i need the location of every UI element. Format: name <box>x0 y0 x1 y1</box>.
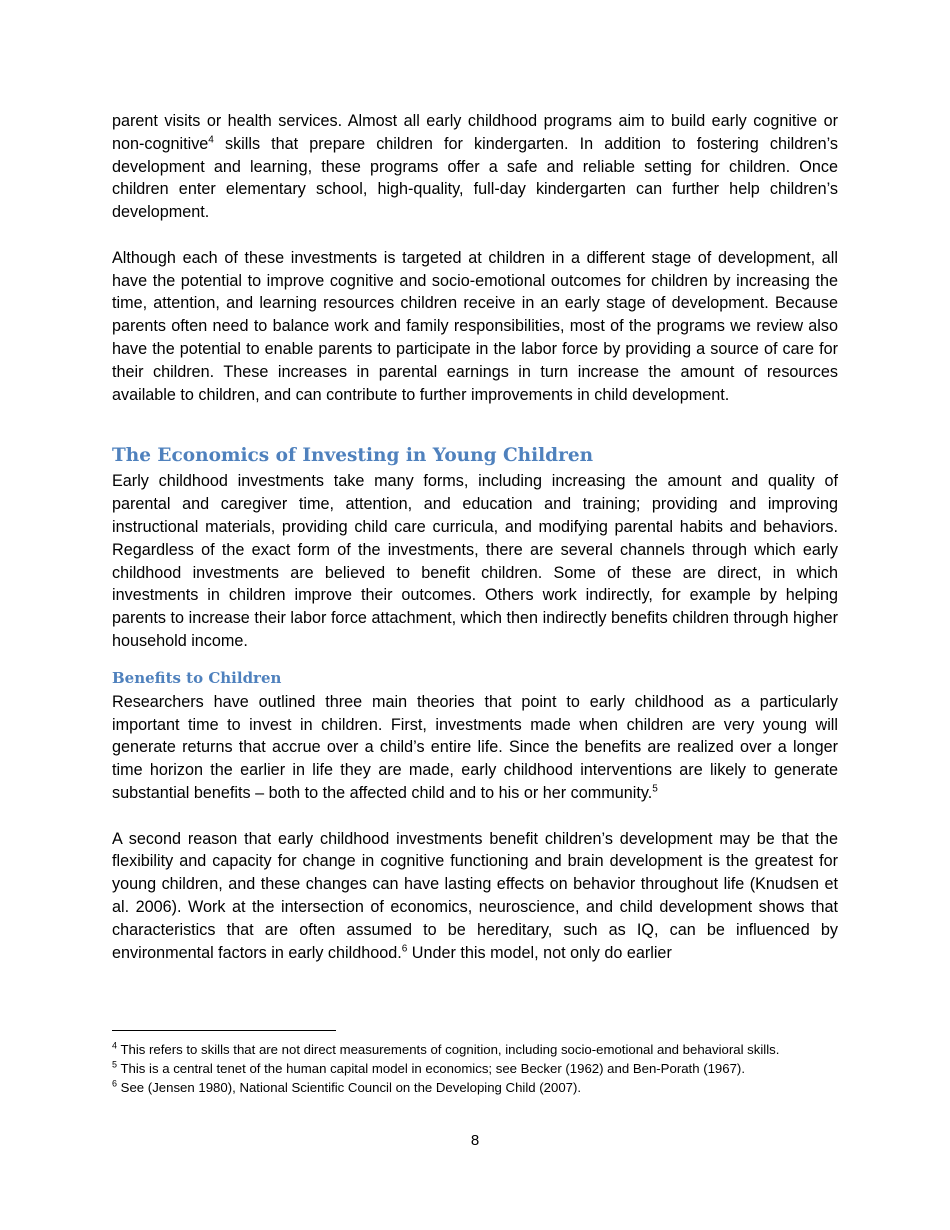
paragraph-4: Researchers have outlined three main theories that point to early childhood as a particularly important time to invest in children. First, investments made when children are very young will generate returns that accrue over a child’s entire life. Since the benefits are realized over a longer time horizon the earlier in life they are made, early childhood interventions are likely to generate substantial benefits – both to the affected child and to his or her community.$^5$ <box>112 692 838 802</box>
page-number: 8 <box>470 1132 480 1149</box>
footnote-ref-4[interactable]: 4 <box>208 134 214 146</box>
paragraph-1: parent visits or health services. Almost all early childhood programs aim to build early cognitive or non-cognitive$^4$ skills that prepare children for kindergarten. In addition to fostering children’s development and learning, these programs offer a safe and reliable setting for children. Once children enter elementary school, high-quality, full-day kindergarten can further help children’s development. <box>112 112 838 222</box>
subsection-heading: Benefits to Children <box>112 668 282 687</box>
footnote-4: $^4$ This refers to skills that are not direct measurements of cognition, including socio-emotional and behavioral skills. <box>112 1040 780 1057</box>
paragraph-5: A second reason that early childhood investments benefit children’s development may be that the flexibility and capacity for change in cognitive functioning and brain development is the greatest for young children, and these changes can have lasting effects on behavior throughout life (Knudsen et al. 2006). Work at the intersection of economics, neuroscience, and child development shows that characteristics that are often assumed to be hereditary, such as IQ, can be influenced by environmental factors in early childhood.$^6$ Under this model, not only do earlier <box>112 829 838 962</box>
paragraph-2: Although each of these investments is targeted at children in a different stage of development, all have the potential to improve cognitive and socio-emotional outcomes for children by increasing the time, attention, and learning resources children receive in an early stage of development. Because parents often need to balance work and family responsibilities, most of the programs we review also have the potential to enable parents to participate in the labor force by providing a source of care for their children. These increases in parental earnings in turn increase the amount of resources available to children, and can contribute to further improvements in child development. <box>112 248 838 404</box>
footnote-ref-5[interactable]: 5 <box>652 783 658 795</box>
paragraph-3: Early childhood investments take many forms, including increasing the amount and quality of parental and caregiver time, attention, and education and training; providing and improving instructional materials, providing child care curricula, and modifying parental habits and behaviors. Regardless of the exact form of the investments, there are several channels through which early childhood investments are believed to benefit children. Some of these are direct, in which investments in children improve their outcomes. Others work indirectly, for example by helping parents to increase their labor force attachment, which then indirectly benefits children through higher household income. <box>112 472 838 650</box>
document-body <box>112 110 838 964</box>
footnote-divider <box>112 1030 336 1031</box>
footnote-ref-6[interactable]: 6 <box>401 943 408 955</box>
footnote-5: $^5$ This is a central tenet of the human capital model in economics; see Becker (1962) and Ben-Porath (1967). <box>112 1059 745 1076</box>
footnotes <box>112 1040 852 1097</box>
section-heading: The Economics of Investing in Young Children <box>112 445 594 467</box>
footnote-6: $^6$ See (Jensen 1980), National Scientific Council on the Developing Child (2007). <box>112 1078 582 1095</box>
